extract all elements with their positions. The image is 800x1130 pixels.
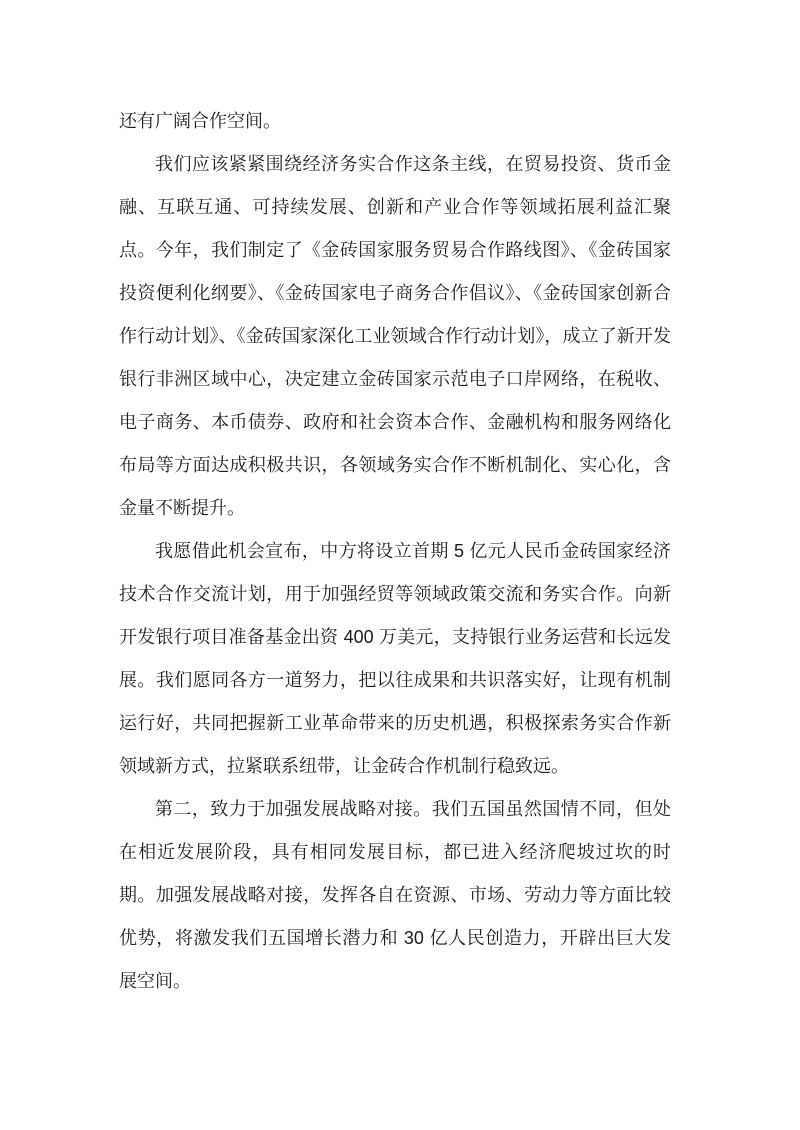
- paragraph: 我们应该紧紧围绕经济务实合作这条主线，在贸易投资、货币金融、互联互通、可持续发展、创新和产业合作等领域拓展利益汇聚点。今年，我们制定了《金砖国家服务贸易合作路线图》、《金砖国家投资便利化纲要》、《金砖国家电子商务合作倡议》、《金砖国家创新合作行动计划》、《金砖国家深化工业领域合作行动计划》，成立了新开发银行非洲区域中心，决定建立金砖国家示范电子口岸网络，在税收、电子商务、本币债券、政府和社会资本合作、金融机构和服务网络化布局等方面达成积极共识，各领域务实合作不断机制化、实心化，含金量不断提升。: [119, 154, 671, 518]
- paragraph-continuation: 还有广阔合作空间。: [119, 111, 281, 131]
- document-text-block: [119, 100, 671, 1003]
- paragraph: 第二，致力于加强发展战略对接。我们五国虽然国情不同，但处在相近发展阶段，具有相同发展目标，都已进入经济爬坡过坎的时期。加强发展战略对接，发挥各自在资源、市场、劳动力等方面比较优势，将激发我们五国增长潜力和 30 亿人民创造力，开辟出巨大发展空间。: [119, 799, 671, 991]
- paragraph: 我愿借此机会宣布，中方将设立首期 5 亿元人民币金砖国家经济技术合作交流计划，用于加强经贸等领域政策交流和务实合作。向新开发银行项目准备基金出资 400 万美元，支持银行业务运营和长远发展。我们愿同各方一道努力，把以往成果和共识落实好，让现有机制运行好，共同把握新工业革命带来的历史机遇，积极探索务实合作新领域新方式，拉紧联系纽带，让金砖合作机制行稳致远。: [119, 541, 671, 776]
